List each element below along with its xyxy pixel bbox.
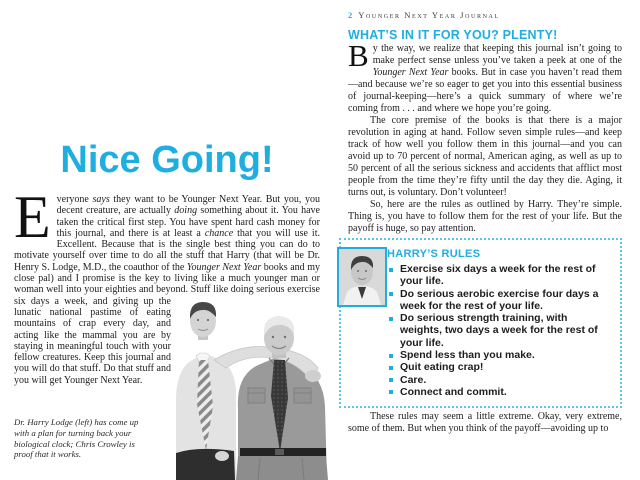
rules-title: HARRY’S RULES — [387, 248, 481, 260]
right-paragraph-3: So, here are the rules as outlined by Harry. They’re simple. Thing is, you have to follow them for the rest of your life. But the payoff is huge, so pay attention. — [348, 199, 622, 234]
drop-cap-e: E — [14, 184, 51, 250]
photo-caption: Dr. Harry Lodge (left) has come up with a plan for turning back your biological clock; Chris Crowley is proof that it works. — [14, 417, 139, 460]
authors-photo — [176, 296, 339, 480]
harry-headshot-illustration — [339, 249, 385, 305]
drop-cap-b: B — [348, 38, 369, 73]
rule-item: Spend less than you make. — [387, 349, 610, 361]
running-header — [348, 10, 500, 20]
rules-list — [387, 263, 610, 398]
rule-item: Quit eating crap! — [387, 361, 610, 373]
left-body-text-b: and giving up the lunatic national pastime of eating mountains of crap every day, and acting like the mammal you are by staying in meaningful touch with your fellow creatures. Keep this journal and you will do that stuff. Do that stuff and you will get Younger Next Year. — [14, 295, 171, 386]
right-body — [348, 38, 622, 235]
page-number: 2 — [348, 10, 354, 20]
section-heading: WHAT’S IN IT FOR YOU? PLENTY! — [348, 28, 558, 42]
rule-item: Exercise six days a week for the rest of your life. — [387, 263, 610, 288]
harrys-rules-box — [339, 238, 622, 408]
rule-item: Do serious strength training, with weights, two days a week for the rest of your life. — [387, 312, 610, 349]
rule-item: Care. — [387, 374, 610, 386]
left-body-text-a: veryone says they want to be Younger Next Year. But you, you decent creature, are actually doing something about it. You have taken the critical first step. You have spent hard cash money for this journal, and there is at least a chance that you will use it. Excellent. Because that is the single best thing you can do to motivate yourself over time to do all the stuff that Harry (that will be Dr. Henry S. Lodge, M.D., the coauthor of the Younger Next Year books and my close pal) and I promise is the key to living like a much younger man or woman well into your eighties and beyond. Stuff like doing serious exercise six days a week, — [14, 194, 320, 307]
running-head-title: Younger Next Year Journal — [358, 10, 500, 20]
rule-item: Connect and commit. — [387, 386, 610, 398]
right-page — [348, 0, 622, 480]
rule-item: Do serious aerobic exercise four days a week for the rest of your life. — [387, 288, 610, 313]
authors-photo-illustration — [176, 296, 339, 480]
right-paragraph-1 — [348, 38, 622, 115]
right-paragraph-1-text: y the way, we realize that keeping this journal isn’t going to make perfect sense unless you’ve taken a peek at one of the Younger Next Year books. But in case you haven’t read them—and because we’re so eager to get you into this essential business of journal-keeping—here’s a quick summary of where we’re coming from . . . and where we hope you’re going. — [348, 43, 622, 114]
right-paragraph-4: These rules may seem a little extreme. Okay, very extreme, some of them. But when you think of the payoff—avoiding up to — [348, 411, 622, 434]
left-page-title: Nice Going! — [60, 139, 274, 181]
right-paragraph-2: The core premise of the books is that there is a major revolution in aging at hand. Follow seven simple rules—and keep track of how well you follow them in this journal—and you can avoid up to 70 percent of normal, American aging, as well as up to 50 percent of all the serious sickness and accidents that afflict most people from the time they’re fifty until the day they die. Aging, it turns out, is voluntary. Don’t volunteer! — [348, 115, 622, 198]
harry-headshot — [337, 247, 387, 307]
